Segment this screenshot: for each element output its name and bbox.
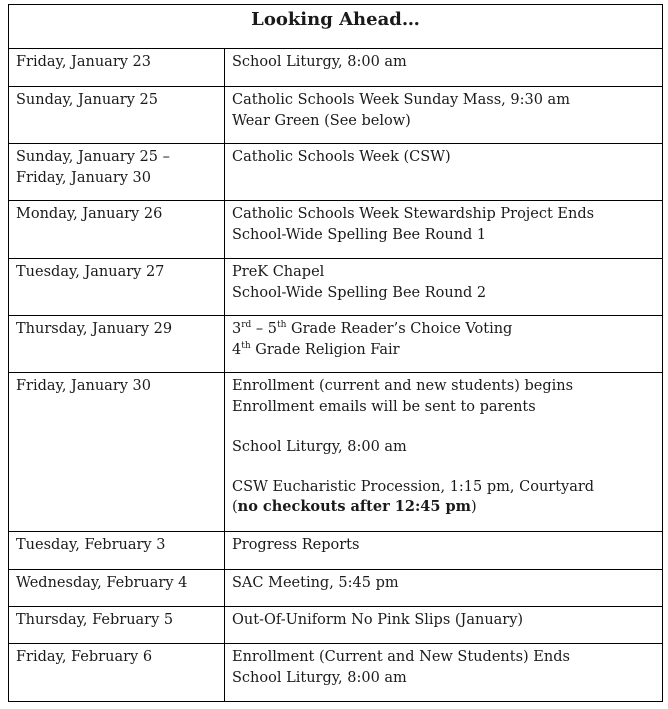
date-text: Friday, January 30	[16, 378, 152, 394]
date-cell	[9, 144, 225, 201]
table-row	[9, 532, 663, 570]
table-title: Looking Ahead…	[9, 5, 663, 49]
event-cell	[225, 644, 663, 702]
event-text: School-Wide Spelling Bee Round 1	[232, 226, 487, 243]
date-cell	[9, 532, 225, 570]
event-text: SAC Meeting, 5:45 pm	[232, 575, 399, 591]
event-cell	[225, 49, 663, 87]
event-text: PreK Chapel	[232, 264, 325, 280]
event-text: School Liturgy, 8:00 am	[232, 669, 407, 686]
date-cell	[9, 373, 225, 532]
event-cell	[225, 570, 663, 607]
event-cell	[225, 373, 663, 532]
date-text: Thursday, January 29	[16, 321, 173, 337]
table-row	[9, 144, 663, 201]
schedule-table	[8, 4, 663, 702]
table-row	[9, 607, 663, 644]
table-row	[9, 373, 663, 532]
date-text: Monday, January 26	[16, 206, 163, 222]
date-text: Wednesday, February 4	[16, 575, 188, 591]
table-row	[9, 49, 663, 87]
event-text: Enrollment emails will be sent to parents	[232, 398, 536, 415]
title-row	[9, 5, 663, 49]
event-text: Wear Green (See below)	[232, 112, 411, 129]
date-cell	[9, 607, 225, 644]
event-cell	[225, 607, 663, 644]
event-text: School Liturgy, 8:00 am	[232, 438, 407, 455]
date-text: Thursday, February 5	[16, 612, 174, 628]
date-text: Tuesday, February 3	[16, 537, 166, 553]
date-cell	[9, 644, 225, 702]
event-text: Catholic Schools Week (CSW)	[232, 149, 451, 165]
date-cell	[9, 259, 225, 316]
table-row	[9, 570, 663, 607]
date-cell	[9, 570, 225, 607]
date-cell	[9, 87, 225, 144]
event-cell	[225, 201, 663, 259]
event-text: 3rd – 5th Grade Reader’s Choice Voting	[232, 320, 513, 337]
event-text: Enrollment (Current and New Students) Ends	[232, 649, 570, 665]
date-text: Sunday, January 25	[16, 92, 158, 108]
event-text: School Liturgy, 8:00 am	[232, 54, 407, 70]
event-text: Enrollment (current and new students) begins	[232, 378, 574, 394]
event-cell	[225, 144, 663, 201]
date-text: Tuesday, January 27	[16, 264, 165, 280]
table-row	[9, 201, 663, 259]
date-text: Friday, January 30	[16, 169, 152, 186]
date-cell	[9, 49, 225, 87]
event-cell	[225, 87, 663, 144]
event-text: 4th Grade Religion Fair	[232, 340, 400, 358]
date-text: Friday, January 23	[16, 54, 152, 70]
no-checkouts-note: no checkouts after 12:45 pm	[237, 498, 472, 515]
date-text: Friday, February 6	[16, 649, 153, 665]
table-row	[9, 87, 663, 144]
event-text: Catholic Schools Week Stewardship Project Ends	[232, 206, 595, 222]
event-cell	[225, 316, 663, 373]
event-text: School-Wide Spelling Bee Round 2	[232, 284, 487, 301]
event-cell	[225, 259, 663, 316]
event-text: Progress Reports	[232, 537, 360, 553]
date-cell	[9, 201, 225, 259]
date-text: Sunday, January 25 –	[16, 149, 170, 165]
table-row	[9, 259, 663, 316]
table-row	[9, 644, 663, 702]
table-row	[9, 316, 663, 373]
event-cell	[225, 532, 663, 570]
event-text: Catholic Schools Week Sunday Mass, 9:30 am	[232, 92, 570, 108]
event-text: Out-Of-Uniform No Pink Slips (January)	[232, 612, 524, 628]
event-text: CSW Eucharistic Procession, 1:15 pm, Courtyard	[232, 478, 595, 495]
date-cell	[9, 316, 225, 373]
event-text: (no checkouts after 12:45 pm)	[232, 498, 477, 515]
